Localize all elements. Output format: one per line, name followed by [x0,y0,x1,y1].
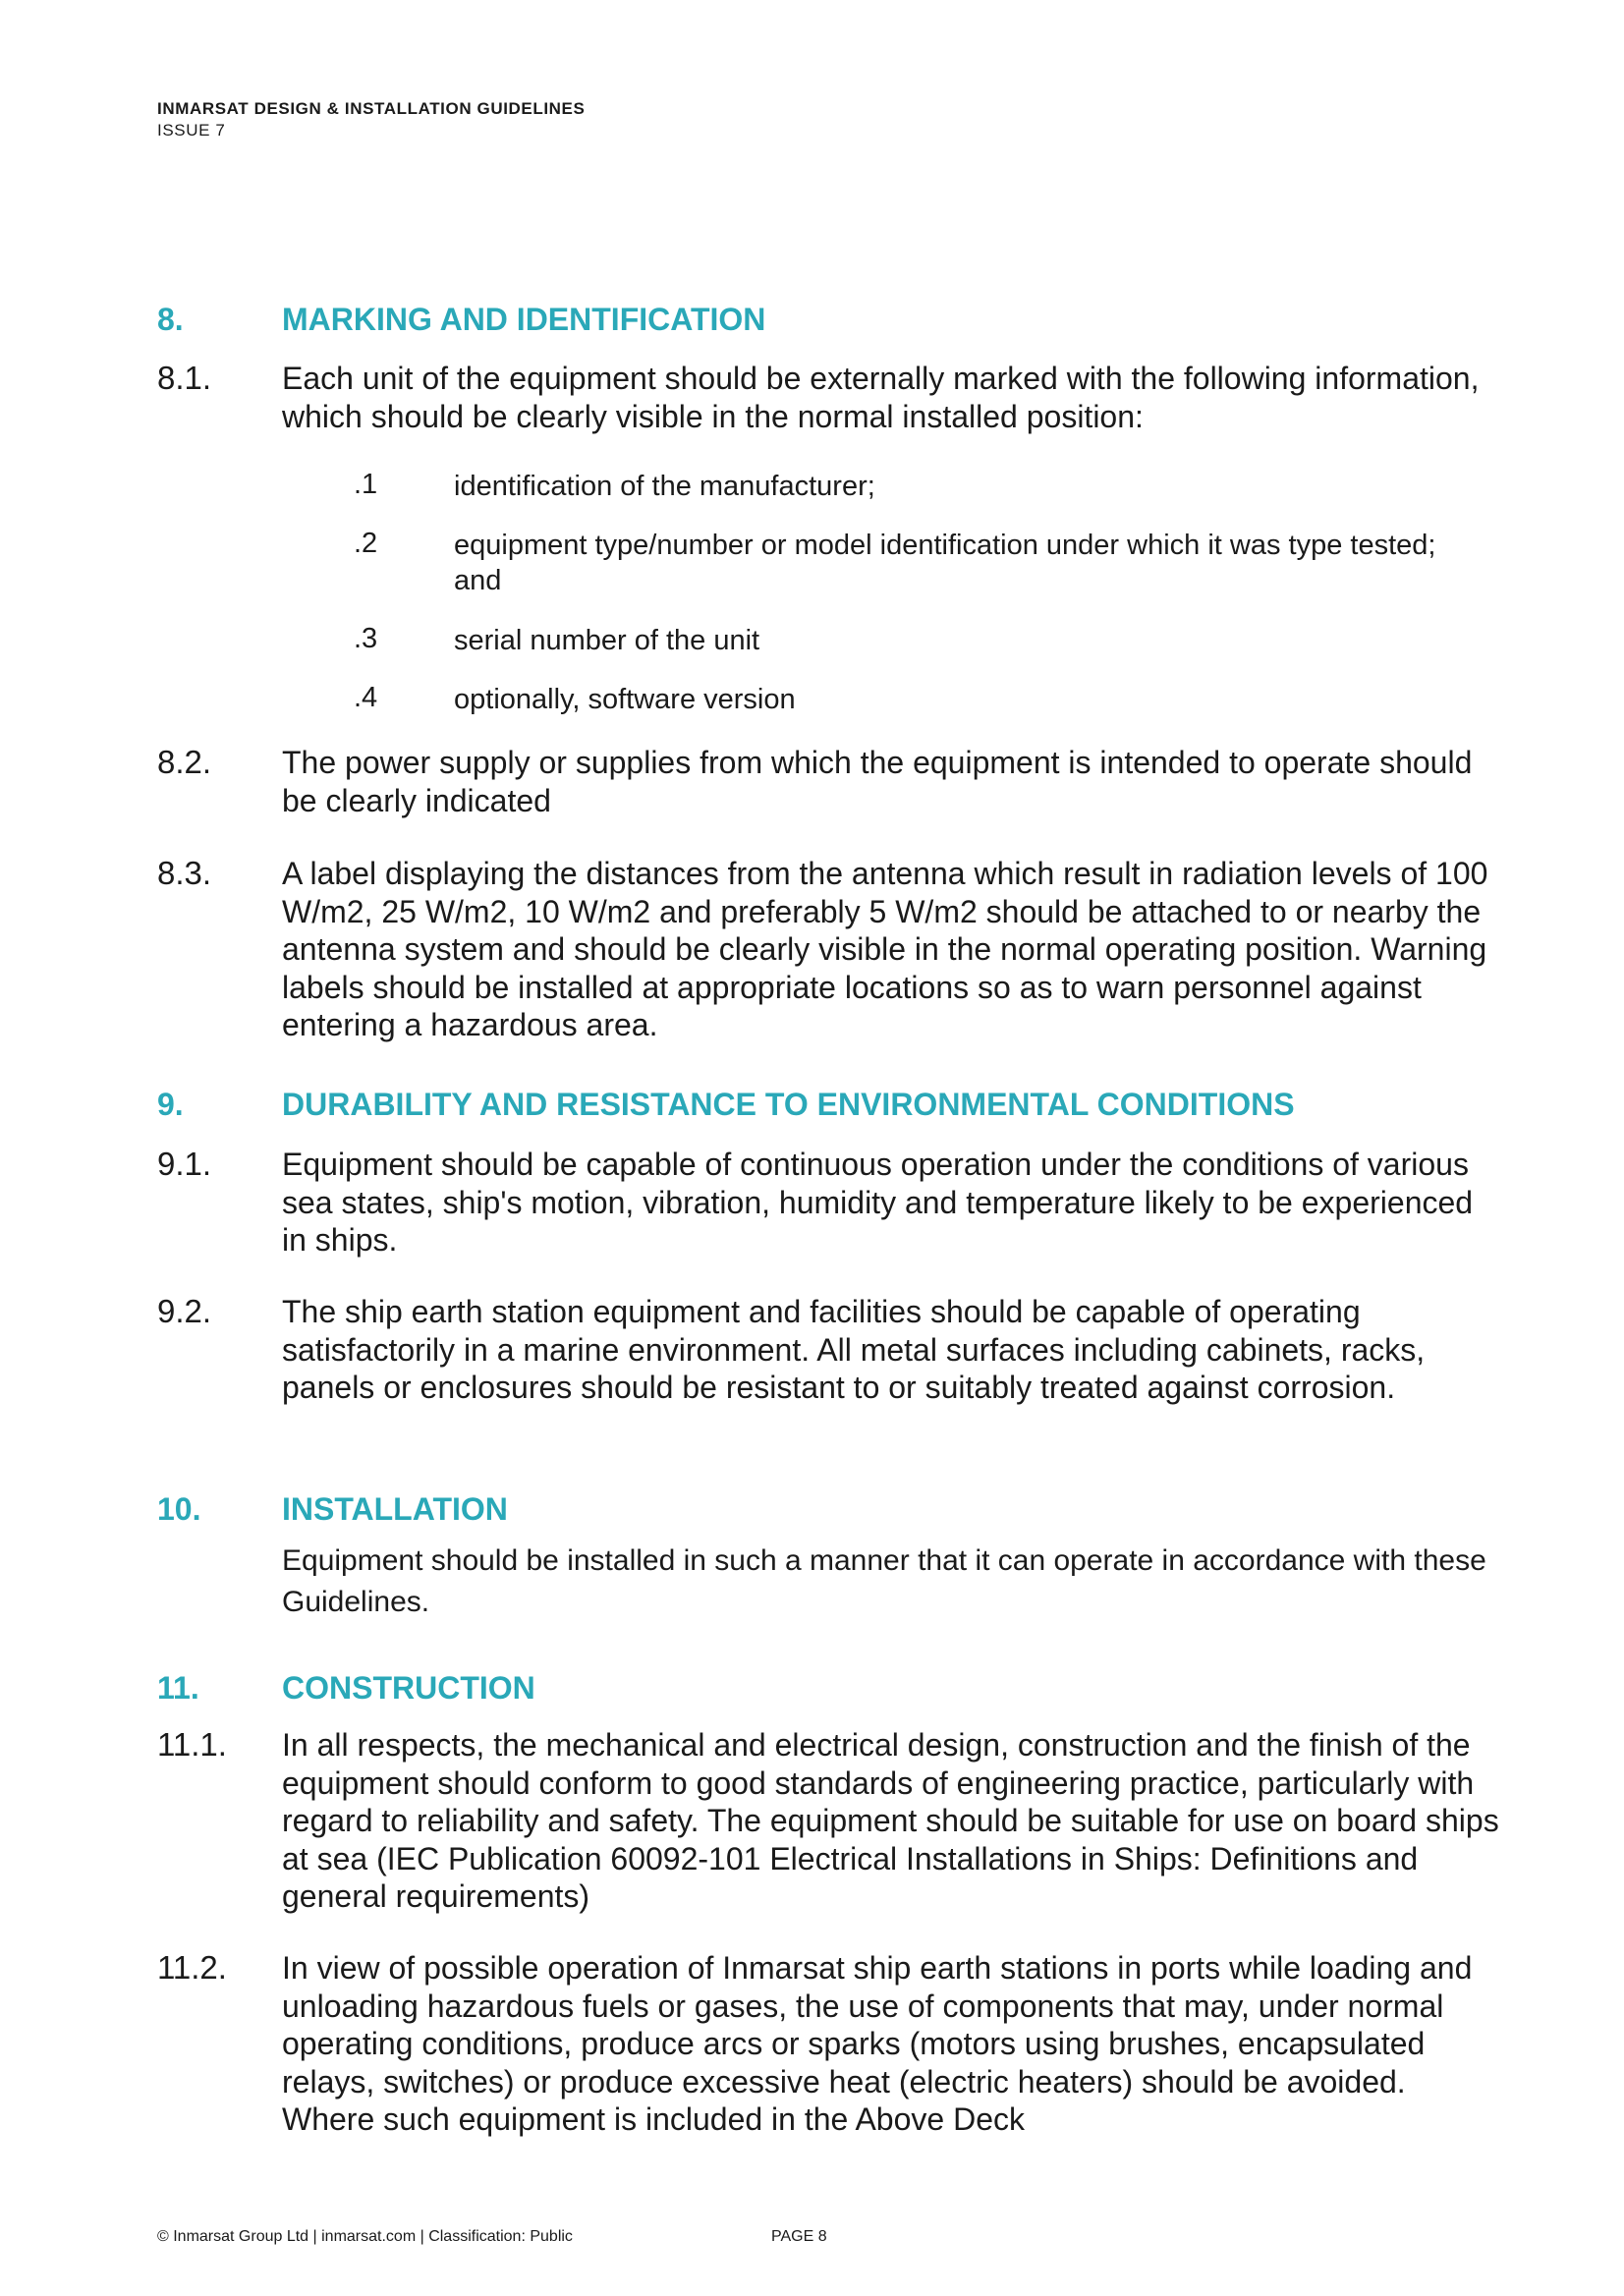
section-11-title: CONSTRUCTION [282,1670,535,1706]
clause-8-2-text: The power supply or supplies from which the equipment is intended to operate should be clearly indicated [282,745,1473,818]
clause-9-2-text: The ship earth station equipment and facilities should be capable of operating satisfactorily in a marine environment. All metal surfaces including cabinets, racks, panels or enclosures should be resistant to or suitably treated against corrosion. [282,1294,1426,1405]
section-10-title: INSTALLATION [282,1491,508,1527]
clause-11-1-text: In all respects, the mechanical and electrical design, construction and the finish of the equipment should conform to good standards of engineering practice, particularly with regard to reliability and safety. The equipment should be suitable for use on board ships at sea (IEC Publication 60092-101 Electrical Installations in Ships: Definitions and general requirements) [282,1727,1499,1914]
clause-11-2-number: 11.2. [157,1949,227,1986]
item-3-number: .3 [354,623,378,654]
item-2-number: .2 [354,528,378,559]
clause-8-2-number: 8.2. [157,744,212,780]
clause-8-3-number: 8.3. [157,855,212,891]
item-4-number: .4 [354,682,378,713]
section-9-title: DURABILITY AND RESISTANCE TO ENVIRONMENTAL CONDITIONS [282,1087,1295,1122]
item-1-number: .1 [354,469,378,500]
page-number: PAGE 8 [771,2228,827,2245]
clause-8-1-text: Each unit of the equipment should be externally marked with the following information, which should be clearly visible in the normal installed position: [282,361,1480,434]
clause-11-1-number: 11.1. [157,1726,227,1763]
item-1-text: identification of the manufacturer; [454,471,875,502]
section-8-title: MARKING AND IDENTIFICATION [282,302,766,337]
clause-9-2-number: 9.2. [157,1293,212,1329]
item-2-text: equipment type/number or model identification under which it was type tested; and [454,530,1436,596]
clause-9-1-number: 9.1. [157,1146,212,1182]
item-4-text: optionally, software version [454,684,796,715]
clause-11-2-text: In view of possible operation of Inmarsat ship earth stations in ports while loading and unloading hazardous fuels or gases, the use of components that may, under normal operating conditions, produce arcs or sparks (motors using brushes, encapsulated relays, switches) or produce excessive heat (electric heaters) should be avoided. Where such equipment is included in the Above Deck [282,1950,1473,2137]
section-8-number: 8. [157,302,184,337]
section-11-number: 11. [157,1670,199,1706]
clause-9-1-text: Equipment should be capable of continuous operation under the conditions of various sea states, ship's motion, vibration, humidity and temperature likely to be experienced in ships. [282,1147,1474,1258]
clause-8-1-number: 8.1. [157,360,212,396]
item-3-text: serial number of the unit [454,625,760,656]
section-10-body: Equipment should be installed in such a manner that it can operate in accordance with these Guidelines. [282,1544,1486,1618]
section-9-number: 9. [157,1087,184,1122]
page-footer [157,2228,827,2246]
clause-8-3-text: A label displaying the distances from the antenna which result in radiation levels of 100 W/m2, 25 W/m2, 10 W/m2 and preferably 5 W/m2 should be attached to or nearby the antenna system and should be clearly visible in the normal operating position. Warning labels should be installed at appropriate locations so as to warn personnel against entering a hazardous area. [282,856,1488,1042]
footer-copyright: © Inmarsat Group Ltd | inmarsat.com | Classification: Public [157,2228,573,2245]
section-10-number: 10. [157,1491,201,1527]
issue-label: ISSUE 7 [157,121,226,140]
document-title: INMARSAT DESIGN & INSTALLATION GUIDELINES [157,99,586,118]
document-header [157,98,585,141]
